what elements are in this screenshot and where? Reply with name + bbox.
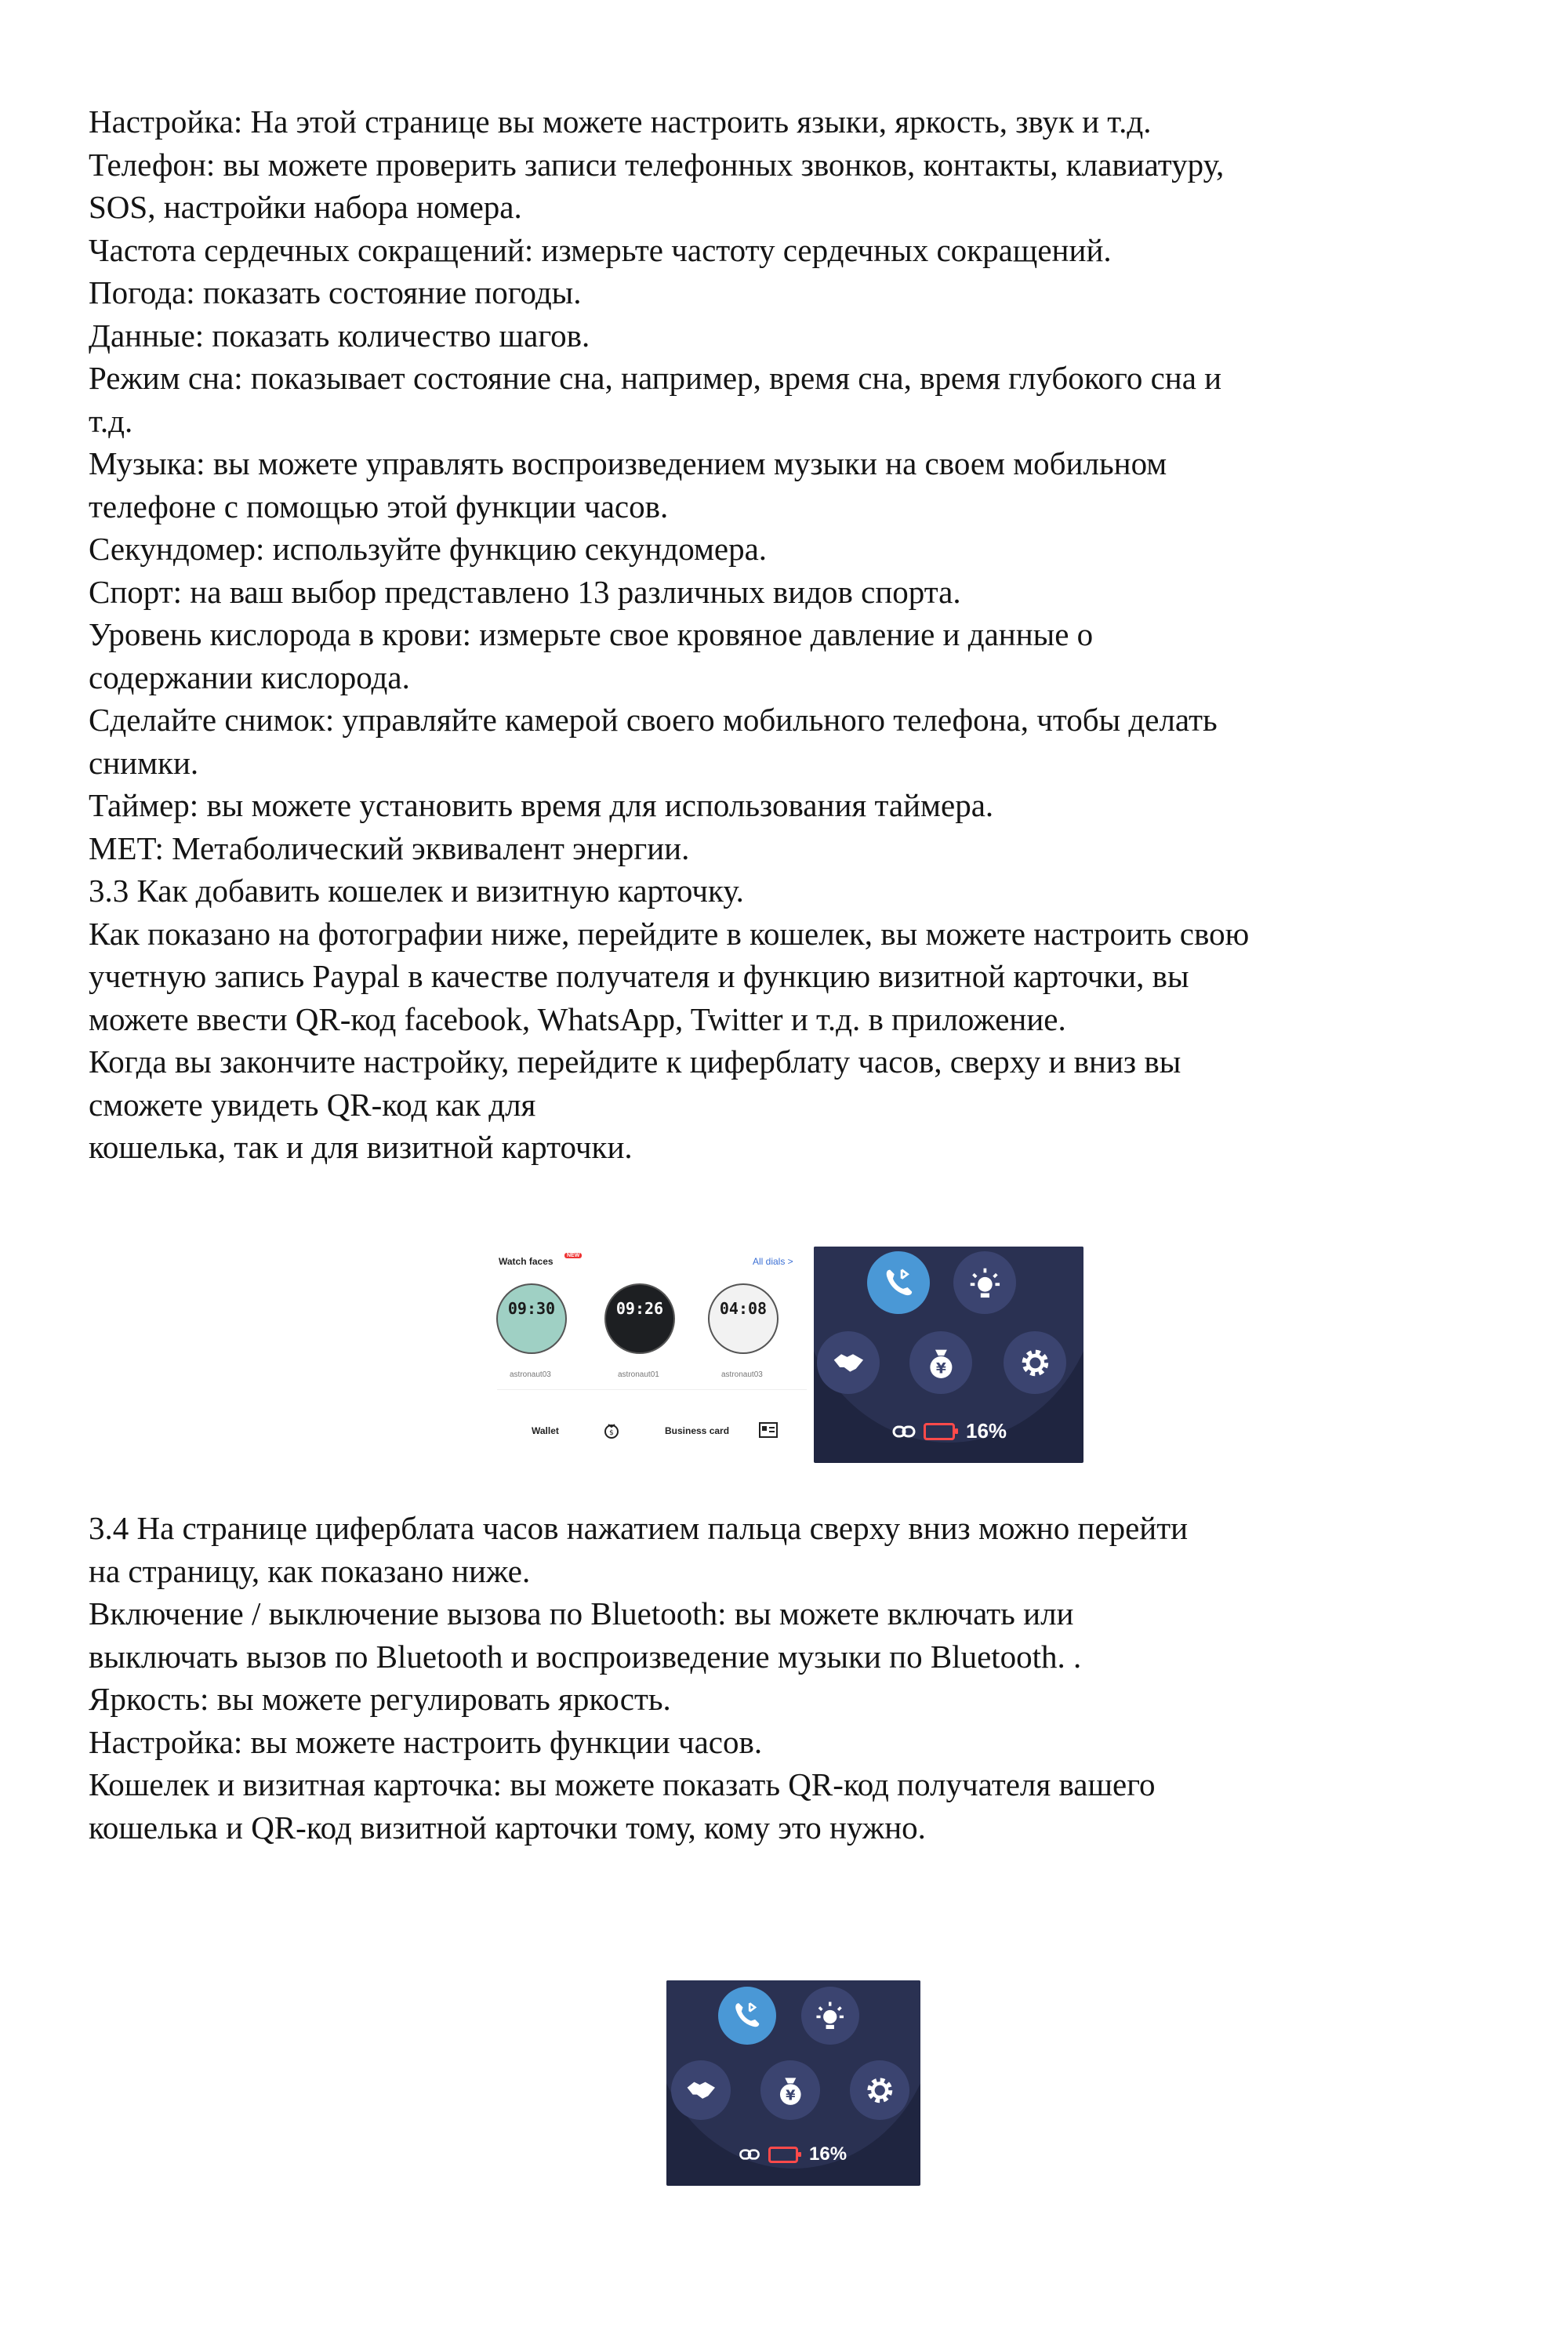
bluetooth-call-icon	[731, 1999, 763, 2031]
settings-button[interactable]	[1004, 1331, 1066, 1394]
text-line: можете ввести QR-код facebook, WhatsApp, Twitter и т.д. в приложение.	[89, 1000, 1066, 1037]
text-line: телефоне с помощью этой функции часов.	[89, 488, 669, 524]
text-line: Спорт: на ваш выбор представлено 13 различных видов спорта.	[89, 573, 961, 610]
battery-icon	[768, 2147, 798, 2163]
watch-faces-row	[492, 1270, 811, 1364]
watch-faces-title: Watch faces	[499, 1256, 554, 1267]
text-line: Уровень кислорода в крови: измерьте свое кровяное давление и данные о	[89, 616, 1094, 652]
bluetooth-call-icon	[881, 1265, 916, 1301]
text-line: Секундомер: используйте функцию секундомера.	[89, 531, 768, 567]
link-icon	[892, 1425, 916, 1439]
text-line: учетную запись Paypal в качестве получателя и функцию визитной карточки, вы	[89, 958, 1189, 994]
text-line: Когда вы закончите настройку, перейдите к циферблату часов, сверху и вниз вы	[89, 1044, 1181, 1080]
brightness-icon	[967, 1265, 1003, 1301]
svg-text:$: $	[609, 1429, 614, 1437]
text-line: Сделайте снимок: управляйте камерой своего мобильного телефона, чтобы делать	[89, 702, 1218, 738]
settings-button[interactable]	[850, 2060, 909, 2120]
watch-status-row	[739, 2143, 847, 2165]
text-line: Кошелек и визитная карточка: вы можете показать QR-код получателя вашего	[89, 1766, 1156, 1802]
watch-face-thumbnail[interactable]	[497, 1284, 566, 1353]
text-line: MET: Метаболический эквивалент энергии.	[89, 829, 690, 866]
app-watch-faces-screenshot	[492, 1247, 811, 1466]
battery-icon	[924, 1423, 955, 1440]
link-icon	[739, 2148, 760, 2161]
text-line: т.д.	[89, 402, 133, 439]
business-card-button[interactable]	[671, 2060, 731, 2120]
wallet-label[interactable]: Wallet	[532, 1425, 559, 1436]
face-caption-3: astronaut03	[721, 1370, 763, 1379]
text-line: Как показано на фотографии ниже, перейдите в кошелек, вы можете настроить свою	[89, 915, 1250, 952]
all-dials-link[interactable]: All dials >	[753, 1256, 793, 1267]
text-line: выключать вызов по Bluetooth и воспроизведение музыки по Bluetooth. .	[89, 1638, 1082, 1675]
battery-percent: 16%	[966, 1419, 1007, 1443]
business-card-icon[interactable]	[759, 1422, 778, 1442]
bluetooth-call-button[interactable]	[867, 1251, 930, 1314]
watch-face-time: 09:26	[615, 1299, 664, 1318]
text-line: содержании кислорода.	[89, 659, 410, 695]
text-line: Настройка: вы можете настроить функции часов.	[89, 1723, 763, 1760]
handshake-icon	[684, 2074, 718, 2107]
instructions-text-block	[89, 100, 1500, 1169]
text-line: Настройка: На этой странице вы можете настроить языки, яркость, звук и т.д.	[89, 103, 1152, 140]
watch-quick-settings-screen	[814, 1247, 1083, 1463]
brightness-button[interactable]	[801, 1987, 859, 2045]
gear-icon	[863, 2074, 897, 2107]
text-line: кошелька, так и для визитной карточки.	[89, 1129, 633, 1165]
watch-face-time: 04:08	[719, 1299, 768, 1318]
wallet-button[interactable]	[760, 2060, 820, 2120]
text-line: Яркость: вы можете регулировать яркость.	[89, 1681, 671, 1717]
watch-pulldown-screen	[666, 1980, 920, 2186]
business-card-button[interactable]	[817, 1331, 880, 1394]
text-line: Данные: показать количество шагов.	[89, 317, 590, 354]
text-line: Частота сердечных сокращений: измерьте частоту сердечных сокращений.	[89, 231, 1112, 268]
text-line: Режим сна: показывает состояние сна, например, время сна, время глубокого сна и	[89, 360, 1222, 396]
new-badge: NEW	[564, 1253, 582, 1258]
brightness-icon	[814, 1999, 846, 2031]
pulldown-menu-text-block	[89, 1507, 1500, 1849]
text-line: на страницу, как показано ниже.	[89, 1552, 531, 1589]
wallet-yen-icon	[924, 1345, 959, 1381]
text-line: Музыка: вы можете управлять воспроизведением музыки на своем мобильном	[89, 445, 1167, 481]
face-caption-2: astronaut01	[618, 1370, 659, 1379]
text-line: Телефон: вы можете проверить записи телефонных звонков, контакты, клавиатуру,	[89, 146, 1225, 183]
face-caption-1: astronaut03	[510, 1370, 551, 1379]
text-line: 3.4 На странице циферблата часов нажатием пальца сверху вниз можно перейти	[89, 1510, 1189, 1546]
wallet-button[interactable]	[909, 1331, 972, 1394]
bluetooth-call-button[interactable]	[718, 1987, 776, 2045]
text-line: Таймер: вы можете установить время для использования таймера.	[89, 787, 994, 823]
text-line: 3.3 Как добавить кошелек и визитную карточку.	[89, 873, 744, 909]
text-line: SOS, настройки набора номера.	[89, 189, 522, 225]
text-line: кошелька и QR-код визитной карточки тому, кому это нужно.	[89, 1809, 926, 1846]
watch-face-thumbnail[interactable]	[709, 1284, 778, 1353]
text-line: Включение / выключение вызова по Bluetooth: вы можете включать или	[89, 1595, 1074, 1632]
business-card-label[interactable]: Business card	[665, 1425, 730, 1436]
watch-face-thumbnail[interactable]	[605, 1284, 674, 1353]
gear-icon	[1018, 1345, 1053, 1381]
brightness-button[interactable]	[953, 1251, 1016, 1314]
wallet-yen-icon	[774, 2074, 808, 2107]
battery-percent: 16%	[809, 2143, 848, 2165]
divider	[497, 1389, 807, 1390]
watch-face-time: 09:30	[507, 1299, 556, 1318]
text-line: Погода: показать состояние погоды.	[89, 274, 582, 310]
wallet-icon[interactable]	[602, 1421, 621, 1443]
svg-text:¥: ¥	[785, 2088, 796, 2104]
text-line: сможете увидеть QR-код как для	[89, 1086, 536, 1123]
handshake-icon	[831, 1345, 866, 1381]
svg-text:¥: ¥	[935, 1360, 946, 1377]
watch-status-row	[892, 1419, 1007, 1443]
text-line: снимки.	[89, 744, 199, 781]
